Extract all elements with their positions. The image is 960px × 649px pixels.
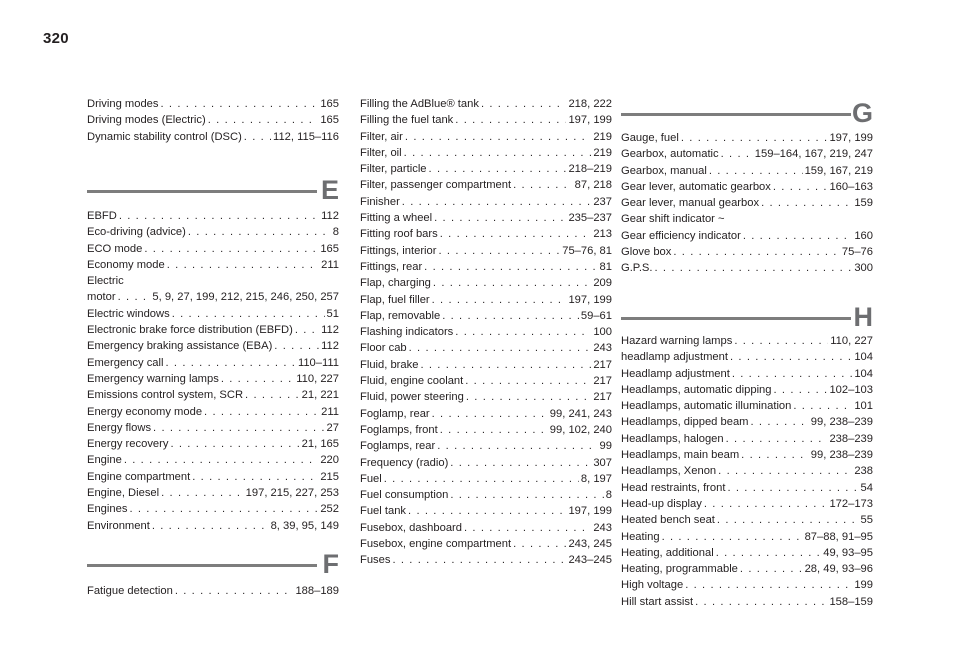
entry-pages: 159–164, 167, 219, 247	[754, 148, 873, 161]
entry-term: ECO mode	[87, 242, 143, 255]
entry-pages: 27	[326, 421, 339, 434]
index-entry	[621, 594, 873, 610]
index-entry	[621, 545, 873, 561]
index-entry	[360, 226, 612, 242]
entry-pages: 237	[593, 195, 612, 208]
entry-pages: 112	[321, 324, 339, 337]
index-entry	[621, 414, 873, 430]
entry-term: Flap, fuel filler	[360, 293, 430, 306]
index-entry	[621, 480, 873, 496]
entry-pages: 197, 199	[568, 293, 612, 306]
entry-term: Hill start assist	[621, 595, 694, 608]
index-entry	[87, 404, 339, 420]
entry-pages: 99, 238–239	[810, 449, 873, 462]
entry-pages: 188–189	[295, 585, 339, 597]
entry-term: Eco-driving (advice)	[87, 226, 186, 239]
index-entry	[360, 129, 612, 145]
index-block-e	[87, 208, 339, 534]
entry-term: Energy flows	[87, 421, 152, 434]
index-entry	[360, 438, 612, 454]
entry-pages: 110, 227	[830, 335, 873, 347]
entry-pages: 99, 238–239	[810, 416, 873, 429]
entry-term: motor	[87, 291, 116, 304]
entry-term: Filter, passenger compartment	[360, 179, 512, 192]
entry-term: Hazard warning lamps	[621, 335, 733, 347]
entry-term: Fluid, engine coolant	[360, 375, 464, 388]
index-entry	[360, 503, 612, 519]
index-entry	[621, 146, 873, 162]
entry-term: Fittings, rear	[360, 260, 423, 273]
entry-term: Engine, Diesel	[87, 487, 160, 500]
entry-term: Gearbox, manual	[621, 164, 707, 177]
index-entry	[621, 130, 873, 146]
entry-pages: 110–111	[297, 356, 339, 369]
entry-pages: 112	[321, 340, 339, 353]
index-entry	[621, 561, 873, 577]
entry-term: Fitting roof bars	[360, 228, 438, 241]
entry-term: Headlamp adjustment	[621, 367, 730, 380]
entry-term: headlamp adjustment	[621, 351, 728, 364]
entry-pages: 51	[326, 307, 339, 320]
index-entry	[360, 275, 612, 291]
entry-term: Finisher	[360, 195, 400, 208]
section-divider	[87, 564, 317, 567]
index-entry	[360, 308, 612, 324]
entry-term: EBFD	[87, 210, 117, 222]
index-entry	[360, 536, 612, 552]
index-entry	[87, 208, 339, 224]
section-letter: G	[851, 98, 873, 128]
section-letter: H	[853, 302, 873, 332]
entry-pages: 235–237	[568, 212, 612, 225]
entry-pages: 172–173	[829, 497, 873, 510]
entry-term: Energy recovery	[87, 438, 169, 451]
entry-term: Electric	[87, 275, 124, 288]
entry-term: Engine	[87, 454, 122, 467]
index-entry	[360, 177, 612, 193]
entry-pages: 28, 49, 93–96	[804, 563, 873, 576]
entry-term: Heating	[621, 530, 660, 543]
index-entry	[360, 194, 612, 210]
entry-pages: 211	[321, 405, 339, 418]
index-entry	[621, 163, 873, 179]
entry-term: Fusebox, dashboard	[360, 521, 462, 534]
index-entry	[621, 382, 873, 398]
entry-pages: 8, 197	[580, 472, 612, 485]
entry-term: Emergency warning lamps	[87, 372, 219, 385]
entry-term: High voltage	[621, 579, 684, 592]
index-entry	[621, 244, 873, 260]
entry-pages: 75–76	[841, 246, 873, 259]
index-entry	[621, 260, 873, 276]
entry-pages: 102–103	[829, 383, 873, 396]
entry-pages: 243	[593, 521, 612, 534]
entry-term: Gear efficiency indicator	[621, 229, 741, 242]
index-entry	[360, 161, 612, 177]
index-entry	[621, 529, 873, 545]
entry-pages: 87, 218	[574, 179, 612, 192]
index-entry	[621, 512, 873, 528]
index-block-f	[87, 583, 339, 599]
index-entry	[360, 292, 612, 308]
entry-term: Dynamic stability control (DSC)	[87, 130, 242, 143]
entry-term: Flashing indicators	[360, 326, 454, 339]
entry-pages: 159	[854, 197, 873, 210]
entry-term: Electric windows	[87, 307, 170, 320]
index-entry	[621, 349, 873, 365]
entry-pages: 21, 165	[301, 438, 339, 451]
index-entry	[87, 257, 339, 273]
index-entry	[621, 366, 873, 382]
entry-pages: 8, 39, 95, 149	[270, 519, 339, 532]
index-entry	[360, 455, 612, 471]
entry-pages: 55	[860, 514, 873, 527]
index-entry	[360, 520, 612, 536]
entry-term: Foglamps, front	[360, 423, 438, 436]
index-entry	[87, 224, 339, 240]
entry-pages: 199	[854, 579, 873, 592]
index-entry	[621, 431, 873, 447]
index-entry	[621, 211, 873, 227]
entry-pages: 160	[854, 229, 873, 242]
entry-term: G.P.S.	[621, 262, 653, 275]
index-entry	[87, 436, 339, 452]
index-block-g	[621, 130, 873, 277]
index-entry	[621, 496, 873, 512]
entry-term: Emergency braking assistance (EBA)	[87, 340, 273, 353]
entry-pages: 252	[320, 503, 339, 516]
entry-pages: 99, 102, 240	[549, 423, 612, 436]
index-entry	[621, 195, 873, 211]
entry-term: Fusebox, engine compartment	[360, 538, 512, 551]
entry-term: Environment	[87, 519, 150, 532]
index-entry	[87, 273, 339, 289]
entry-term: Gearbox, automatic	[621, 148, 719, 161]
entry-pages: 243	[593, 342, 612, 355]
entry-pages: 217	[593, 375, 612, 388]
section-header-f	[87, 549, 339, 587]
entry-term: Head-up display	[621, 497, 702, 510]
entry-pages: 21, 221	[301, 389, 339, 402]
entry-pages: 197, 199	[829, 132, 873, 144]
entry-pages: 101	[854, 400, 873, 413]
index-entry	[87, 371, 339, 387]
index-entry	[360, 96, 612, 112]
entry-term: Fitting a wheel	[360, 212, 433, 225]
entry-term: Gear shift indicator ~	[621, 213, 725, 226]
index-entry	[360, 357, 612, 373]
entry-term: Fluid, power steering	[360, 391, 464, 404]
entry-term: Fuel	[360, 472, 382, 485]
entry-pages: 110, 227	[296, 372, 339, 385]
index-entry	[621, 463, 873, 479]
section-divider	[621, 113, 851, 116]
entry-pages: 81	[599, 260, 612, 273]
entry-term: Fatigue detection	[87, 585, 173, 597]
index-entry	[621, 447, 873, 463]
entry-pages: 49, 93–95	[823, 546, 873, 559]
index-entry	[360, 487, 612, 503]
entry-pages: 217	[593, 358, 612, 371]
entry-pages: 218, 222	[568, 98, 612, 110]
index-entry	[360, 112, 612, 128]
entry-term: Floor cab	[360, 342, 407, 355]
entry-term: Fuses	[360, 554, 391, 567]
index-entry	[87, 420, 339, 436]
entry-term: Filling the AdBlue® tank	[360, 98, 479, 110]
index-column-1	[87, 96, 339, 145]
entry-term: Flap, charging	[360, 277, 431, 290]
entry-pages: 209	[593, 277, 612, 290]
entry-pages: 307	[593, 456, 612, 469]
entry-term: Filter, particle	[360, 163, 427, 176]
index-entry	[87, 452, 339, 468]
index-entry	[360, 340, 612, 356]
entry-pages: 8	[605, 489, 612, 502]
index-entry	[87, 501, 339, 517]
entry-term: Heated bench seat	[621, 514, 715, 527]
entry-term: Filling the fuel tank	[360, 114, 454, 127]
entry-term: Economy mode	[87, 258, 165, 271]
entry-term: Head restraints, front	[621, 481, 726, 494]
entry-pages: 217	[593, 391, 612, 404]
entry-pages: 220	[320, 454, 339, 467]
index-entry	[87, 289, 339, 305]
entry-pages: 75–76, 81	[562, 244, 612, 257]
entry-term: Fuel tank	[360, 505, 407, 518]
index-entry	[87, 583, 339, 599]
entry-term: Heating, programmable	[621, 563, 738, 576]
section-divider	[87, 190, 317, 193]
entry-pages: 238	[854, 465, 873, 478]
entry-pages: 159, 167, 219	[804, 164, 873, 177]
entry-term: Fluid, brake	[360, 358, 419, 371]
entry-pages: 219	[593, 130, 612, 143]
entry-term: Glove box	[621, 246, 672, 259]
entry-pages: 158–159	[829, 595, 873, 608]
entry-pages: 238–239	[829, 432, 873, 445]
index-entry	[360, 471, 612, 487]
index-entry	[87, 355, 339, 371]
entry-term: Engines	[87, 503, 128, 516]
entry-pages: 165	[320, 114, 339, 127]
index-entry	[621, 577, 873, 593]
index-entry	[360, 422, 612, 438]
entry-pages: 160–163	[829, 180, 873, 193]
index-entry	[87, 485, 339, 501]
index-entry	[87, 518, 339, 534]
entry-term: Driving modes (Electric)	[87, 114, 206, 127]
entry-term: Headlamps, automatic dipping	[621, 383, 772, 396]
entry-pages: 197, 199	[568, 114, 612, 127]
entry-pages: 219	[593, 146, 612, 159]
entry-pages: 243–245	[568, 554, 612, 567]
entry-term: Fuel consumption	[360, 489, 449, 502]
index-entry	[360, 389, 612, 405]
entry-term: Fittings, interior	[360, 244, 437, 257]
index-entry	[360, 406, 612, 422]
entry-pages: 87–88, 91–95	[804, 530, 873, 543]
entry-term: Emissions control system, SCR	[87, 389, 244, 402]
entry-pages: 211	[321, 258, 339, 271]
index-entry	[360, 324, 612, 340]
entry-pages: 112, 115–116	[273, 130, 339, 143]
section-divider	[621, 317, 851, 320]
entry-pages: 218–219	[568, 163, 612, 176]
entry-pages: 104	[854, 351, 873, 364]
entry-pages: 215	[320, 470, 339, 483]
entry-term: Filter, oil	[360, 146, 402, 159]
entry-term: Headlamps, Xenon	[621, 465, 717, 478]
entry-term: Headlamps, automatic illumination	[621, 400, 792, 413]
entry-pages: 99	[599, 440, 612, 453]
entry-pages: 104	[854, 367, 873, 380]
entry-term: Headlamps, dipped beam	[621, 416, 749, 429]
entry-pages: 54	[860, 481, 873, 494]
index-entry	[87, 469, 339, 485]
entry-term: Engine compartment	[87, 470, 191, 483]
index-block-h	[621, 333, 873, 610]
index-entry	[621, 333, 873, 349]
index-entry	[360, 243, 612, 259]
entry-pages: 100	[593, 326, 612, 339]
entry-pages: 197, 215, 227, 253	[245, 487, 339, 500]
entry-term: Driving modes	[87, 98, 159, 110]
index-entry	[360, 145, 612, 161]
index-block-d-continued	[87, 96, 339, 145]
entry-pages: 165	[320, 242, 339, 255]
entry-term: Flap, removable	[360, 309, 441, 322]
entry-term: Foglamp, rear	[360, 407, 430, 420]
entry-term: Headlamps, main beam	[621, 449, 740, 462]
section-letter: E	[320, 175, 339, 205]
entry-pages: 112	[321, 210, 339, 222]
entry-term: Emergency call	[87, 356, 164, 369]
index-entry	[87, 96, 339, 112]
page-number: 320	[43, 30, 69, 47]
entry-term: Electronic brake force distribution (EBFD)	[87, 324, 293, 337]
entry-pages: 99, 241, 243	[549, 407, 612, 420]
index-entry	[621, 228, 873, 244]
index-entry	[87, 306, 339, 322]
entry-term: Foglamps, rear	[360, 440, 436, 453]
index-entry	[87, 322, 339, 338]
index-entry	[87, 387, 339, 403]
entry-term: Energy economy mode	[87, 405, 203, 418]
entry-term: Headlamps, halogen	[621, 432, 724, 445]
entry-pages: 8	[332, 226, 339, 239]
index-entry	[621, 179, 873, 195]
entry-pages: 300	[854, 262, 873, 275]
index-entry	[87, 112, 339, 128]
entry-term: Filter, air	[360, 130, 403, 143]
entry-term: Gauge, fuel	[621, 132, 679, 144]
entry-pages: 243, 245	[568, 538, 612, 551]
entry-pages: 197, 199	[568, 505, 612, 518]
entry-pages: 213	[593, 228, 612, 241]
index-entry	[360, 259, 612, 275]
index-entry	[621, 398, 873, 414]
index-entry	[360, 373, 612, 389]
entry-term: Gear lever, automatic gearbox	[621, 180, 771, 193]
index-column-2	[360, 96, 612, 569]
entry-term: Gear lever, manual gearbox	[621, 197, 760, 210]
entry-term: Frequency (radio)	[360, 456, 449, 469]
entry-pages: 5, 9, 27, 199, 212, 215, 246, 250, 257	[152, 291, 339, 304]
index-entry	[360, 552, 612, 568]
index-entry	[87, 129, 339, 145]
section-letter: F	[322, 549, 339, 579]
entry-term: Heating, additional	[621, 546, 714, 559]
entry-pages: 165	[320, 98, 339, 110]
index-entry	[360, 210, 612, 226]
index-entry	[87, 338, 339, 354]
index-entry	[87, 241, 339, 257]
entry-pages: 59–61	[580, 309, 612, 322]
